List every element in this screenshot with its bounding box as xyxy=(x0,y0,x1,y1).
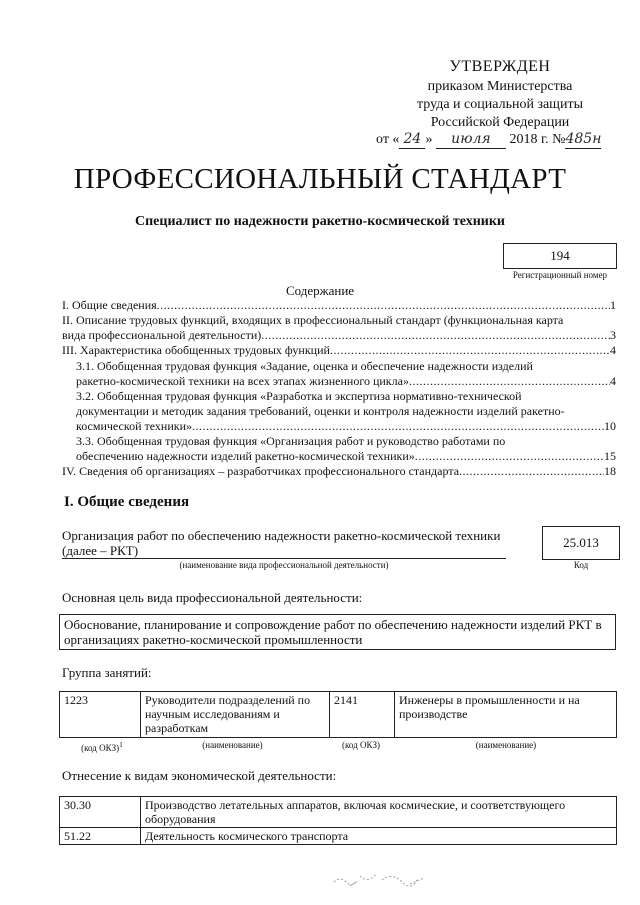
toc-item-page: 1 xyxy=(610,298,616,312)
toc-item-text: 3.2. Обобщенная трудовая функция «Разработка и экспертиза нормативно-технической xyxy=(76,389,522,403)
toc-item-text: ракетно-космической техники на всех этапах жизненного цикла» xyxy=(76,374,409,388)
activity-code-caption: Код xyxy=(573,560,589,570)
toc-item-cont xyxy=(76,404,616,419)
activity-name: Организация работ по обеспечению надежности ракетно-космической техники (далее – РКТ) xyxy=(62,528,501,558)
table-row xyxy=(60,828,617,845)
toc-item-page: 18 xyxy=(604,464,616,478)
okved-code: 30.30 xyxy=(60,797,141,828)
purpose-box: Обоснование, планирование и сопровождение работ по обеспечению надежности изделий РКТ в организациях ракетно-космической промышленности xyxy=(59,614,616,650)
occupation-group-table xyxy=(59,691,617,738)
toc-item-page: 4 xyxy=(610,374,616,388)
activity-caption: (наименование вида профессиональной деятельности) xyxy=(179,560,389,570)
date-year: 2018 г. № xyxy=(509,132,566,147)
okz-name-caption: (наименование) xyxy=(202,740,263,750)
approval-line-1: приказом Министерства xyxy=(427,79,573,94)
document-title: ПРОФЕССИОНАЛЬНЫЙ СТАНДАРТ xyxy=(73,163,567,195)
date-mid: » xyxy=(425,132,433,147)
approval-line-3: Российской Федерации xyxy=(430,115,570,130)
registration-number-label: Регистрационный номер xyxy=(512,270,608,280)
okved-name: Деятельность космического транспорта xyxy=(141,828,617,845)
toc-item-text: IV. Сведения об организациях – разработчиках профессионального стандарта xyxy=(62,464,460,478)
footnote-mark: 1 xyxy=(119,740,123,749)
ink-smudge-mark xyxy=(330,866,440,890)
okz-code-caption xyxy=(62,740,142,753)
okz-name: Инженеры в промышленности и на производстве xyxy=(395,692,617,738)
section-heading: I. Общие сведения xyxy=(64,494,190,510)
toc-item-text: II. Описание трудовых функций, входящих в профессиональный стандарт (функциональная карта xyxy=(62,313,564,327)
okz-name: Руководители подразделений по научным исследованиям и разработкам xyxy=(141,692,330,738)
toc-item-text: документации и методик задания требований, оценки и контроля надежности изделий ракетно- xyxy=(76,404,565,418)
table-row xyxy=(60,692,617,738)
toc-item-text: 3.3. Обобщенная трудовая функция «Организация работ и руководство работами по xyxy=(76,434,506,448)
group-label: Группа занятий: xyxy=(62,665,152,680)
okz-code: 1223 xyxy=(60,692,141,738)
toc-list xyxy=(62,298,616,358)
toc-item[interactable] xyxy=(62,313,616,328)
toc-item-cont[interactable] xyxy=(76,449,616,464)
toc-item-cont[interactable] xyxy=(62,328,616,343)
toc-item-page: 4 xyxy=(610,343,616,357)
toc-item[interactable] xyxy=(62,464,616,479)
toc-item-text: I. Общие сведения xyxy=(62,298,157,312)
okz-code-caption: (код ОКЗ) xyxy=(342,740,380,750)
toc-item[interactable] xyxy=(76,359,616,374)
order-number-handwritten: 485н xyxy=(565,131,602,147)
okved-name: Производство летательных аппаратов, включая космические, и соответствующего оборудования xyxy=(141,797,617,828)
toc-list-tail xyxy=(62,464,616,479)
document-subtitle: Специалист по надежности ракетно-космической техники xyxy=(134,214,505,229)
toc-heading: Содержание xyxy=(285,283,355,298)
toc-item-text: III. Характеристика обобщенных трудовых функций xyxy=(62,343,330,357)
registration-number-box: 194 xyxy=(503,243,617,269)
approval-line-2: труда и социальной защиты xyxy=(417,97,583,112)
econ-label: Отнесение к видам экономической деятельности: xyxy=(62,768,337,783)
approval-date xyxy=(376,131,626,149)
okz-name-caption: (наименование) xyxy=(475,740,537,750)
toc-item-text: космической техники» xyxy=(76,419,192,433)
toc-item-cont[interactable] xyxy=(76,419,616,434)
toc-item-page: 10 xyxy=(604,419,616,433)
toc-item[interactable] xyxy=(76,389,616,404)
okz-code: 2141 xyxy=(330,692,395,738)
date-month-handwritten: июля xyxy=(436,131,506,149)
toc-item-page: 15 xyxy=(604,449,616,463)
activity-code-box: 25.013 xyxy=(542,526,620,560)
toc-sublist xyxy=(76,359,616,464)
caption-text: (код ОКЗ) xyxy=(81,743,120,753)
approval-title: УТВЕРЖДЕН xyxy=(449,58,551,75)
toc-item-text: обеспечению надежности изделий ракетно-космической техники» xyxy=(76,449,415,463)
toc-item-text: 3.1. Обобщенная трудовая функция «Задание, оценка и обеспечение надежности изделий xyxy=(76,359,533,373)
date-day-handwritten: 24 xyxy=(399,131,425,149)
toc-item-cont[interactable] xyxy=(76,374,616,389)
toc-item[interactable] xyxy=(62,298,616,313)
toc-item-text: вида профессиональной деятельности) xyxy=(62,328,262,342)
toc-item[interactable] xyxy=(76,434,616,449)
table-row xyxy=(60,797,617,828)
econ-activity-table xyxy=(59,796,617,845)
purpose-label: Основная цель вида профессиональной деятельности: xyxy=(62,590,363,605)
okved-code: 51.22 xyxy=(60,828,141,845)
activity-underline xyxy=(62,558,506,559)
toc-item[interactable] xyxy=(62,343,616,358)
date-prefix: от « xyxy=(376,132,400,147)
toc-item-page: 3 xyxy=(610,328,616,342)
